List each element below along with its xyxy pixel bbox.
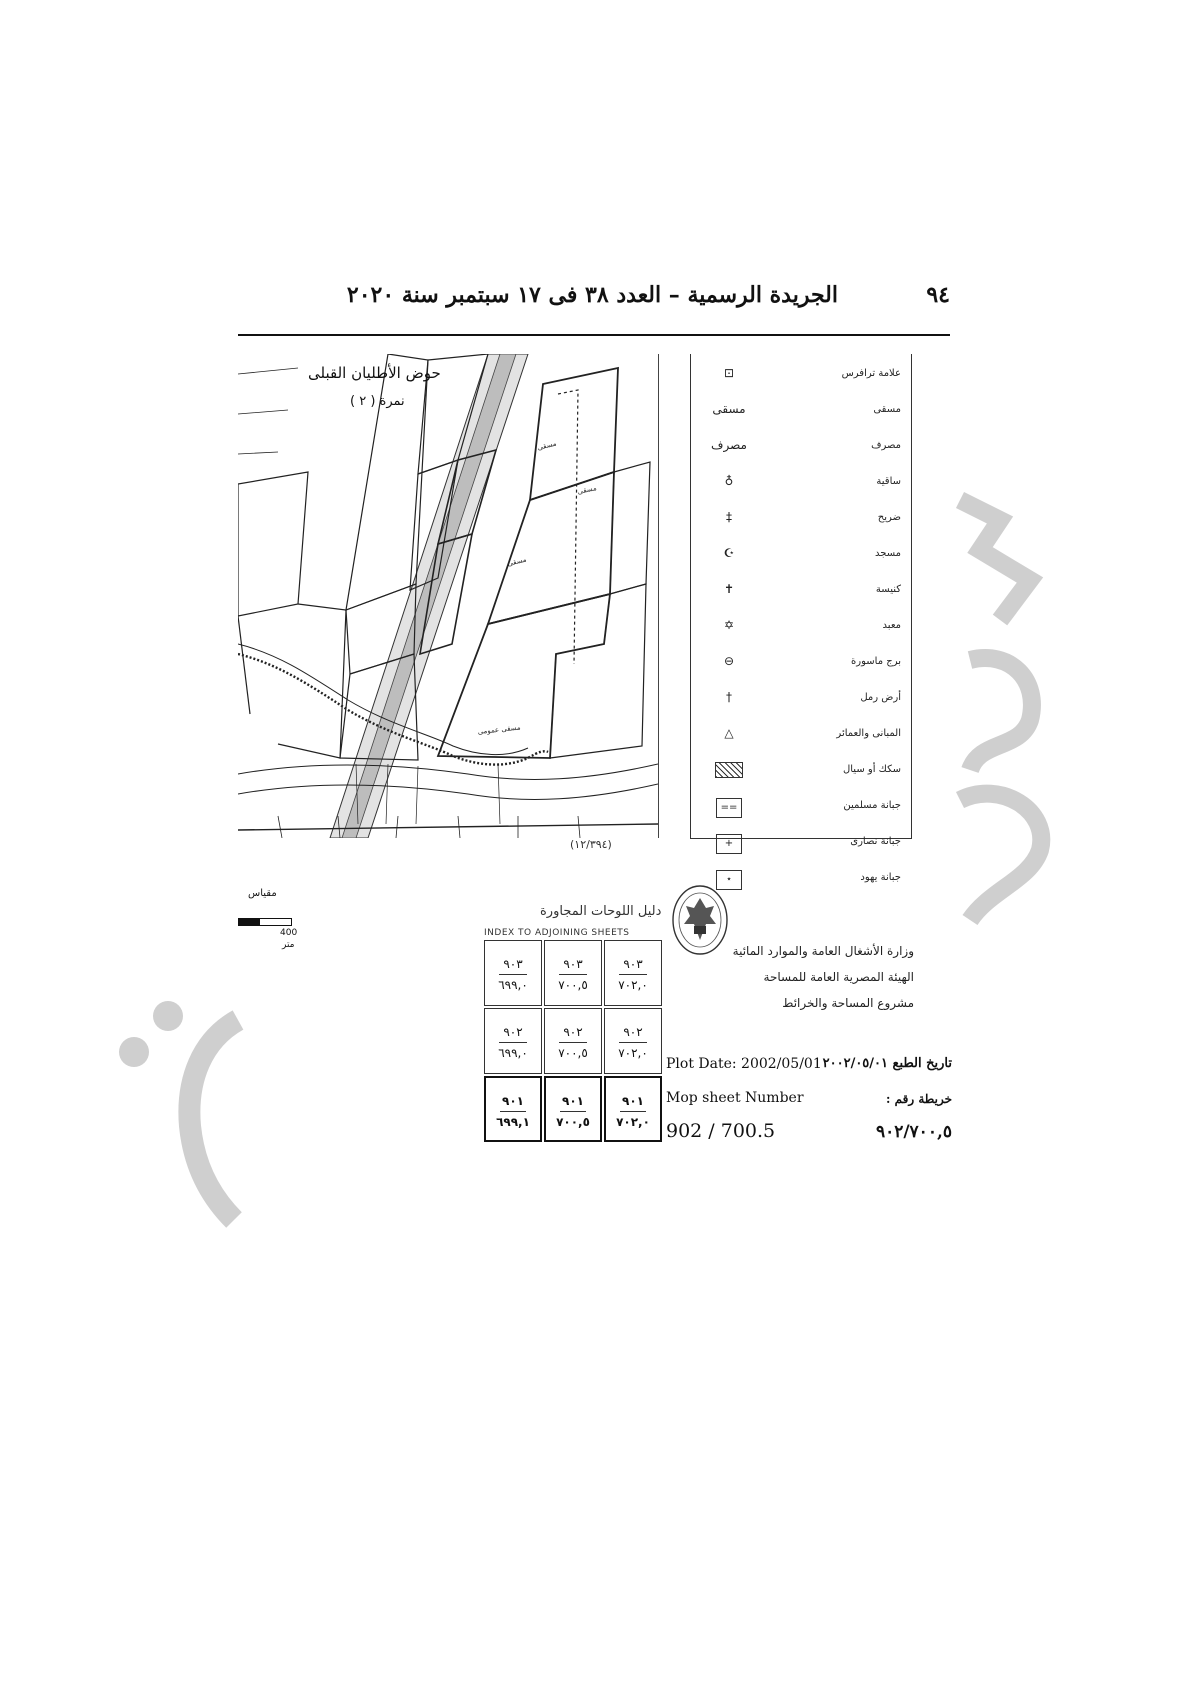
gazette-title: الجريدة الرسمية – العدد ٣٨ فى ١٧ سبتمبر سنة ٢٠٢٠ [346,282,838,308]
legend-item [691,576,911,606]
index-cell [544,940,602,1006]
legend-symbol-icon: ✡ [723,618,735,632]
scale-label: مقياس [248,888,277,899]
plot-date-ar: تاريخ الطبع ٢٠٠٢/٠٥/٠١ [822,1056,952,1071]
index-cell-top: ٩٠٣ [563,957,583,971]
legend-item [691,756,911,786]
index-cell-bottom: ٧٠٠,٥ [558,1046,588,1060]
legend-label: علامة ترافرس [841,368,901,379]
boundary-dashed [558,390,578,664]
legend-label: سكك أو سيال [842,764,901,775]
sheet-label-en: Mop sheet Number [666,1090,804,1106]
legend-symbol-icon: == [709,798,749,818]
legend-symbol-icon: مسقى [712,402,746,416]
index-cell-divider [559,1042,587,1043]
parcel-line [238,472,308,616]
index-cell-bottom: ٦٩٩,٠ [498,1046,528,1060]
index-grid [484,940,664,1144]
legend-symbol-icon: ♁ [724,474,734,488]
index-cell-top: ٩٠٢ [623,1025,643,1039]
scale-bar [238,888,308,968]
parcel-line [610,462,650,594]
legend-label: المبانى والعمائر [836,728,901,739]
parcel-line [238,368,298,454]
index-cell [484,1076,542,1142]
legend-item [691,360,911,390]
index-title: دليل اللوحات المجاورة [540,904,662,919]
legend-item [691,540,911,570]
road-line [238,824,658,830]
legend-label: جبانة نصارى [850,836,901,847]
index-cell-bottom: ٧٠٢,٠ [616,1115,650,1129]
road-line [238,764,658,779]
legend-item [691,612,911,642]
legend-item [691,468,911,498]
index-subtitle: INDEX TO ADJOINING SHEETS [484,928,630,938]
organization-block [694,938,914,1016]
legend-symbol-icon: ⋆ [709,870,749,890]
legend-symbol-icon: ⊡ [723,366,735,380]
index-cell [484,940,542,1006]
cadastral-map [238,354,659,838]
index-cell [544,1076,602,1142]
index-cell-bottom: ٦٩٩,٠ [498,978,528,992]
ministry-name: وزارة الأشغال العامة والموارد المائية [732,944,914,958]
index-cell [604,1008,662,1074]
svg-text:مسقى: مسقى [506,555,528,568]
legend-label: جبانة مسلمين [843,800,901,811]
page-header [238,282,950,322]
map-legend [690,354,912,885]
legend-symbol-icon: ‡ [726,510,732,524]
parcel-line [530,368,618,500]
legend-label: جبانة يهود [860,872,901,883]
legend-label: مسقى [873,404,901,415]
index-cell-top: ٩٠١ [562,1094,584,1108]
scale-value: 400 [280,928,298,938]
index-cell-divider [619,974,647,975]
watermark-logo-icon [110,990,250,1230]
index-cell-divider [500,1111,526,1112]
sheet-number-ar: ٩٠٢/٧٠٠,٥ [875,1122,952,1142]
legend-item [691,504,911,534]
legend-symbol-icon: △ [724,726,734,740]
parcel-line [550,584,646,758]
legend-label: مسجد [875,548,901,559]
index-cell-divider [620,1111,646,1112]
svg-text:مسقى عمومى: مسقى عمومى [477,723,522,736]
index-cell-bottom: ٧٠٠,٥ [556,1115,590,1129]
legend-label: برج ماسورة [851,656,901,667]
parcel-line [346,354,428,610]
plot-date-en: Plot Date: 2002/05/01 [666,1056,822,1072]
header-rule [238,334,950,336]
legend-item [691,396,911,426]
legend-symbol-icon: ☪ [723,546,735,560]
index-cell-top: ٩٠٣ [503,957,523,971]
sheet-number-en: 902 / 700.5 [666,1120,776,1142]
index-cell-top: ٩٠٢ [563,1025,583,1039]
index-cell-top: ٩٠٢ [503,1025,523,1039]
index-cell-bottom: ٧٠٠,٥ [558,978,588,992]
index-cell-bottom: ٧٠٢,٠ [618,1046,648,1060]
legend-item [691,648,911,678]
legend-item [691,828,911,858]
authority-name: الهيئة المصرية العامة للمساحة [763,970,914,984]
legend-label: ضريح [877,512,901,523]
legend-item [691,432,911,462]
road-line [238,784,658,799]
sheet-label-ar: خريطة رقم : [886,1092,952,1106]
index-cell-divider [560,1111,586,1112]
scale-graphic [238,918,292,926]
legend-symbol-icon: ⊖ [723,654,735,668]
index-cell-top: ٩٠١ [622,1094,644,1108]
index-cell-divider [619,1042,647,1043]
index-cell-divider [559,974,587,975]
legend-label: أرض رمل [860,692,901,703]
legend-symbol-icon [709,762,749,781]
index-cell-bottom: ٦٩٩,١ [496,1115,530,1129]
index-cell-divider [499,974,527,975]
index-cell-bottom: ٧٠٢,٠ [618,978,648,992]
index-cell-top: ٩٠٣ [623,957,643,971]
legend-symbol-icon: مصرف [711,438,747,452]
page-number: ٩٤ [926,282,950,308]
legend-label: ساقية [876,476,901,487]
map-drawing [238,354,658,838]
index-cell [544,1008,602,1074]
index-cell [604,1076,662,1142]
scale-unit: متر [282,940,295,950]
parcel-line [238,616,250,714]
legend-item [691,684,911,714]
project-name: مشروع المساحة والخرائط [782,996,914,1010]
legend-symbol-icon: ✝ [723,582,735,596]
index-cell [484,1008,542,1074]
legend-label: كنيسة [875,584,901,595]
index-cell-top: ٩٠١ [502,1094,524,1108]
legend-symbol-icon: + [709,834,749,854]
parcel-line [278,604,346,758]
basin-number: نمرة ( ٢ ) [350,394,405,409]
legend-symbol-icon: † [726,690,732,704]
legend-label: معبد [882,620,901,631]
legend-label: مصرف [871,440,901,451]
svg-text:مسقى: مسقى [536,439,558,452]
watermark-icon [940,480,1080,940]
parcel-line [438,594,610,758]
svg-text:مسقى: مسقى [576,484,598,496]
basin-label: حوض الأطليان القبلى [308,364,441,382]
map-caption: (١٢/٣٩٤) [570,838,612,851]
index-cell [604,940,662,1006]
legend-item [691,792,911,822]
parcel-line [488,472,614,624]
index-cell-divider [499,1042,527,1043]
legend-item [691,720,911,750]
